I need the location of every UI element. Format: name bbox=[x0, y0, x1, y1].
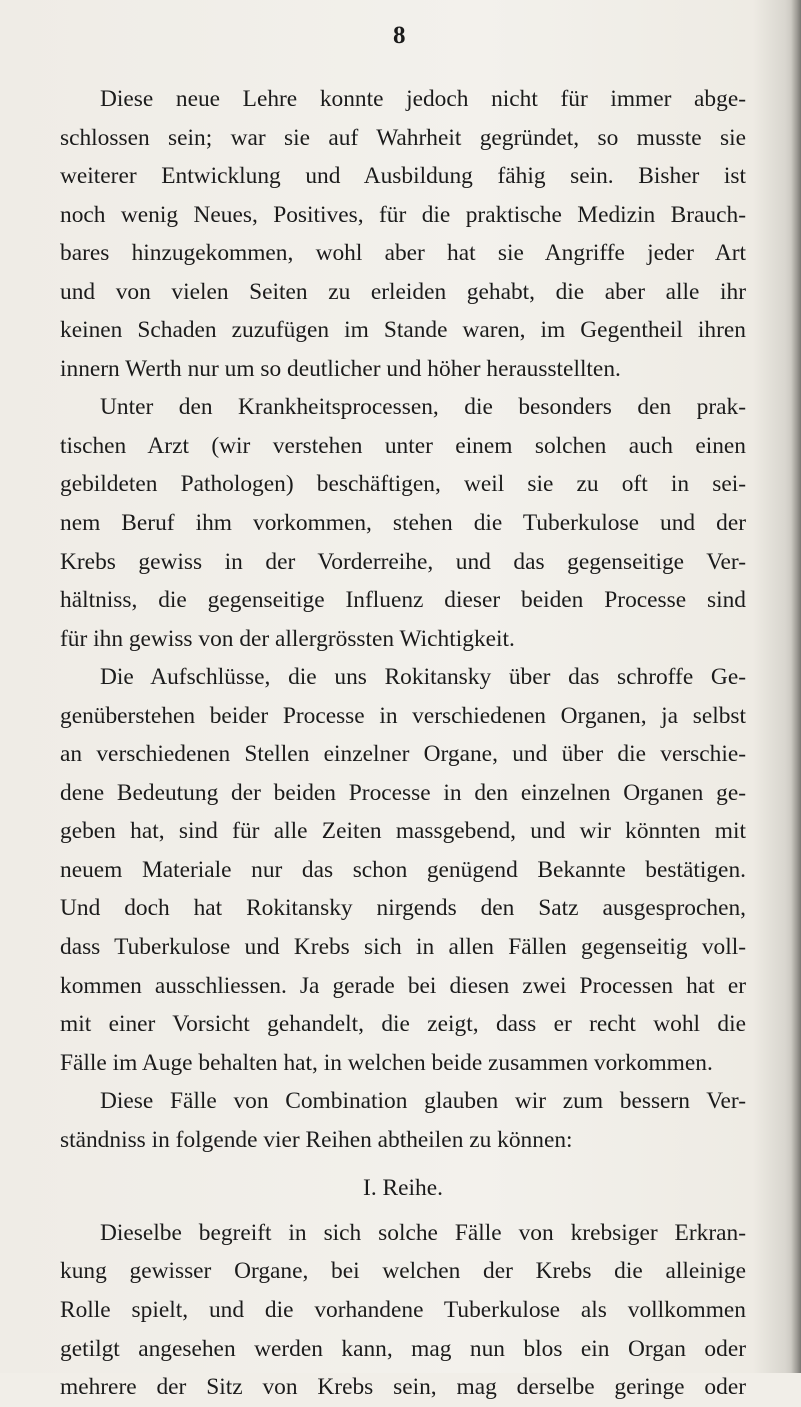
paragraph-1 bbox=[60, 80, 746, 388]
text-line: neuem Materiale nur das schon genügend Bekannte bestätigen. bbox=[60, 856, 746, 883]
text-line: Dieselbe begreift in sich solche Fälle von krebsiger Erkran- bbox=[100, 1219, 746, 1246]
text-line: dass Tuberkulose und Krebs sich in allen Fällen gegenseitig voll- bbox=[60, 934, 746, 961]
text-line: keinen Schaden zuzufügen im Stande waren, im Gegentheil ihren bbox=[60, 317, 746, 344]
text-line: mehrere der Sitz von Krebs sein, mag derselbe geringe oder bbox=[60, 1374, 746, 1401]
text-line: bares hinzugekommen, wohl aber hat sie Angriffe jeder Art bbox=[60, 240, 746, 267]
paragraph-4 bbox=[60, 1082, 746, 1159]
text-line: gebildeten Pathologen) beschäftigen, weil sie zu oft in sei- bbox=[60, 471, 746, 498]
text-line: weiterer Entwicklung und Ausbildung fähig sein. Bisher ist bbox=[60, 163, 746, 190]
text-line: mit einer Vorsicht gehandelt, die zeigt, dass er recht wohl die bbox=[60, 1011, 746, 1038]
page-number: 8 bbox=[393, 22, 407, 49]
text-line: kommen ausschliessen. Ja gerade bei diesen zwei Processen hat er bbox=[60, 972, 746, 999]
text-line: genüberstehen beider Processe in verschiedenen Organen, ja selbst bbox=[60, 702, 746, 729]
page-edge-shadow bbox=[791, 0, 801, 1373]
text-line: Und doch hat Rokitansky nirgends den Satz ausgesprochen, bbox=[60, 895, 746, 922]
text-line: und von vielen Seiten zu erleiden gehabt, die aber alle ihr bbox=[60, 278, 746, 305]
text-line: geben hat, sind für alle Zeiten massgebend, und wir könnten mit bbox=[60, 818, 746, 845]
text-line: nem Beruf ihm vorkommen, stehen die Tuberkulose und der bbox=[60, 510, 746, 537]
paragraph-5 bbox=[60, 1214, 746, 1407]
paragraph-3 bbox=[60, 658, 746, 1082]
text-line: kung gewisser Organe, bei welchen der Krebs die alleinige bbox=[60, 1258, 746, 1285]
text-line: innern Werth nur um so deutlicher und höher herausstellten. bbox=[60, 355, 621, 382]
text-line: Rolle spielt, und die vorhandene Tuberkulose als vollkommen bbox=[60, 1296, 746, 1323]
text-line: dene Bedeutung der beiden Processe in den einzelnen Organen ge- bbox=[60, 779, 746, 806]
text-line: hältniss, die gegenseitige Influenz dieser beiden Processe sind bbox=[60, 587, 746, 614]
section-heading-text: I. Reihe. bbox=[363, 1175, 443, 1202]
text-line: Krebs gewiss in der Vorderreihe, und das gegenseitige Ver- bbox=[60, 548, 746, 575]
text-line: tischen Arzt (wir verstehen unter einem solchen auch einen bbox=[60, 432, 746, 459]
text-line: getilgt angesehen werden kann, mag nun blos ein Organ oder bbox=[60, 1335, 746, 1362]
text-line: Unter den Krankheitsprocessen, die besonders den prak- bbox=[100, 394, 746, 421]
text-line: Diese neue Lehre konnte jedoch nicht für immer abge- bbox=[100, 86, 746, 112]
text-line: ständniss in folgende vier Reihen abtheilen zu können: bbox=[60, 1126, 573, 1153]
text-line: an verschiedenen Stellen einzelner Organe, und über die verschie- bbox=[60, 741, 746, 768]
section-heading bbox=[60, 1169, 746, 1208]
text-line: für ihn gewiss von der allergrössten Wichtigkeit. bbox=[60, 625, 515, 652]
text-line: Die Aufschlüsse, die uns Rokitansky über das schroffe Ge- bbox=[100, 664, 746, 691]
text-line: Fälle im Auge behalten hat, in welchen beide zusammen vorkommen. bbox=[60, 1049, 713, 1076]
text-line: noch wenig Neues, Positives, für die praktische Medizin Brauch- bbox=[60, 201, 746, 228]
text-line: schlossen sein; war sie auf Wahrheit gegründet, so musste sie bbox=[60, 124, 746, 151]
body-text bbox=[60, 80, 746, 1407]
paragraph-2 bbox=[60, 388, 746, 658]
text-line: Diese Fälle von Combination glauben wir zum bessern Ver- bbox=[100, 1088, 746, 1115]
